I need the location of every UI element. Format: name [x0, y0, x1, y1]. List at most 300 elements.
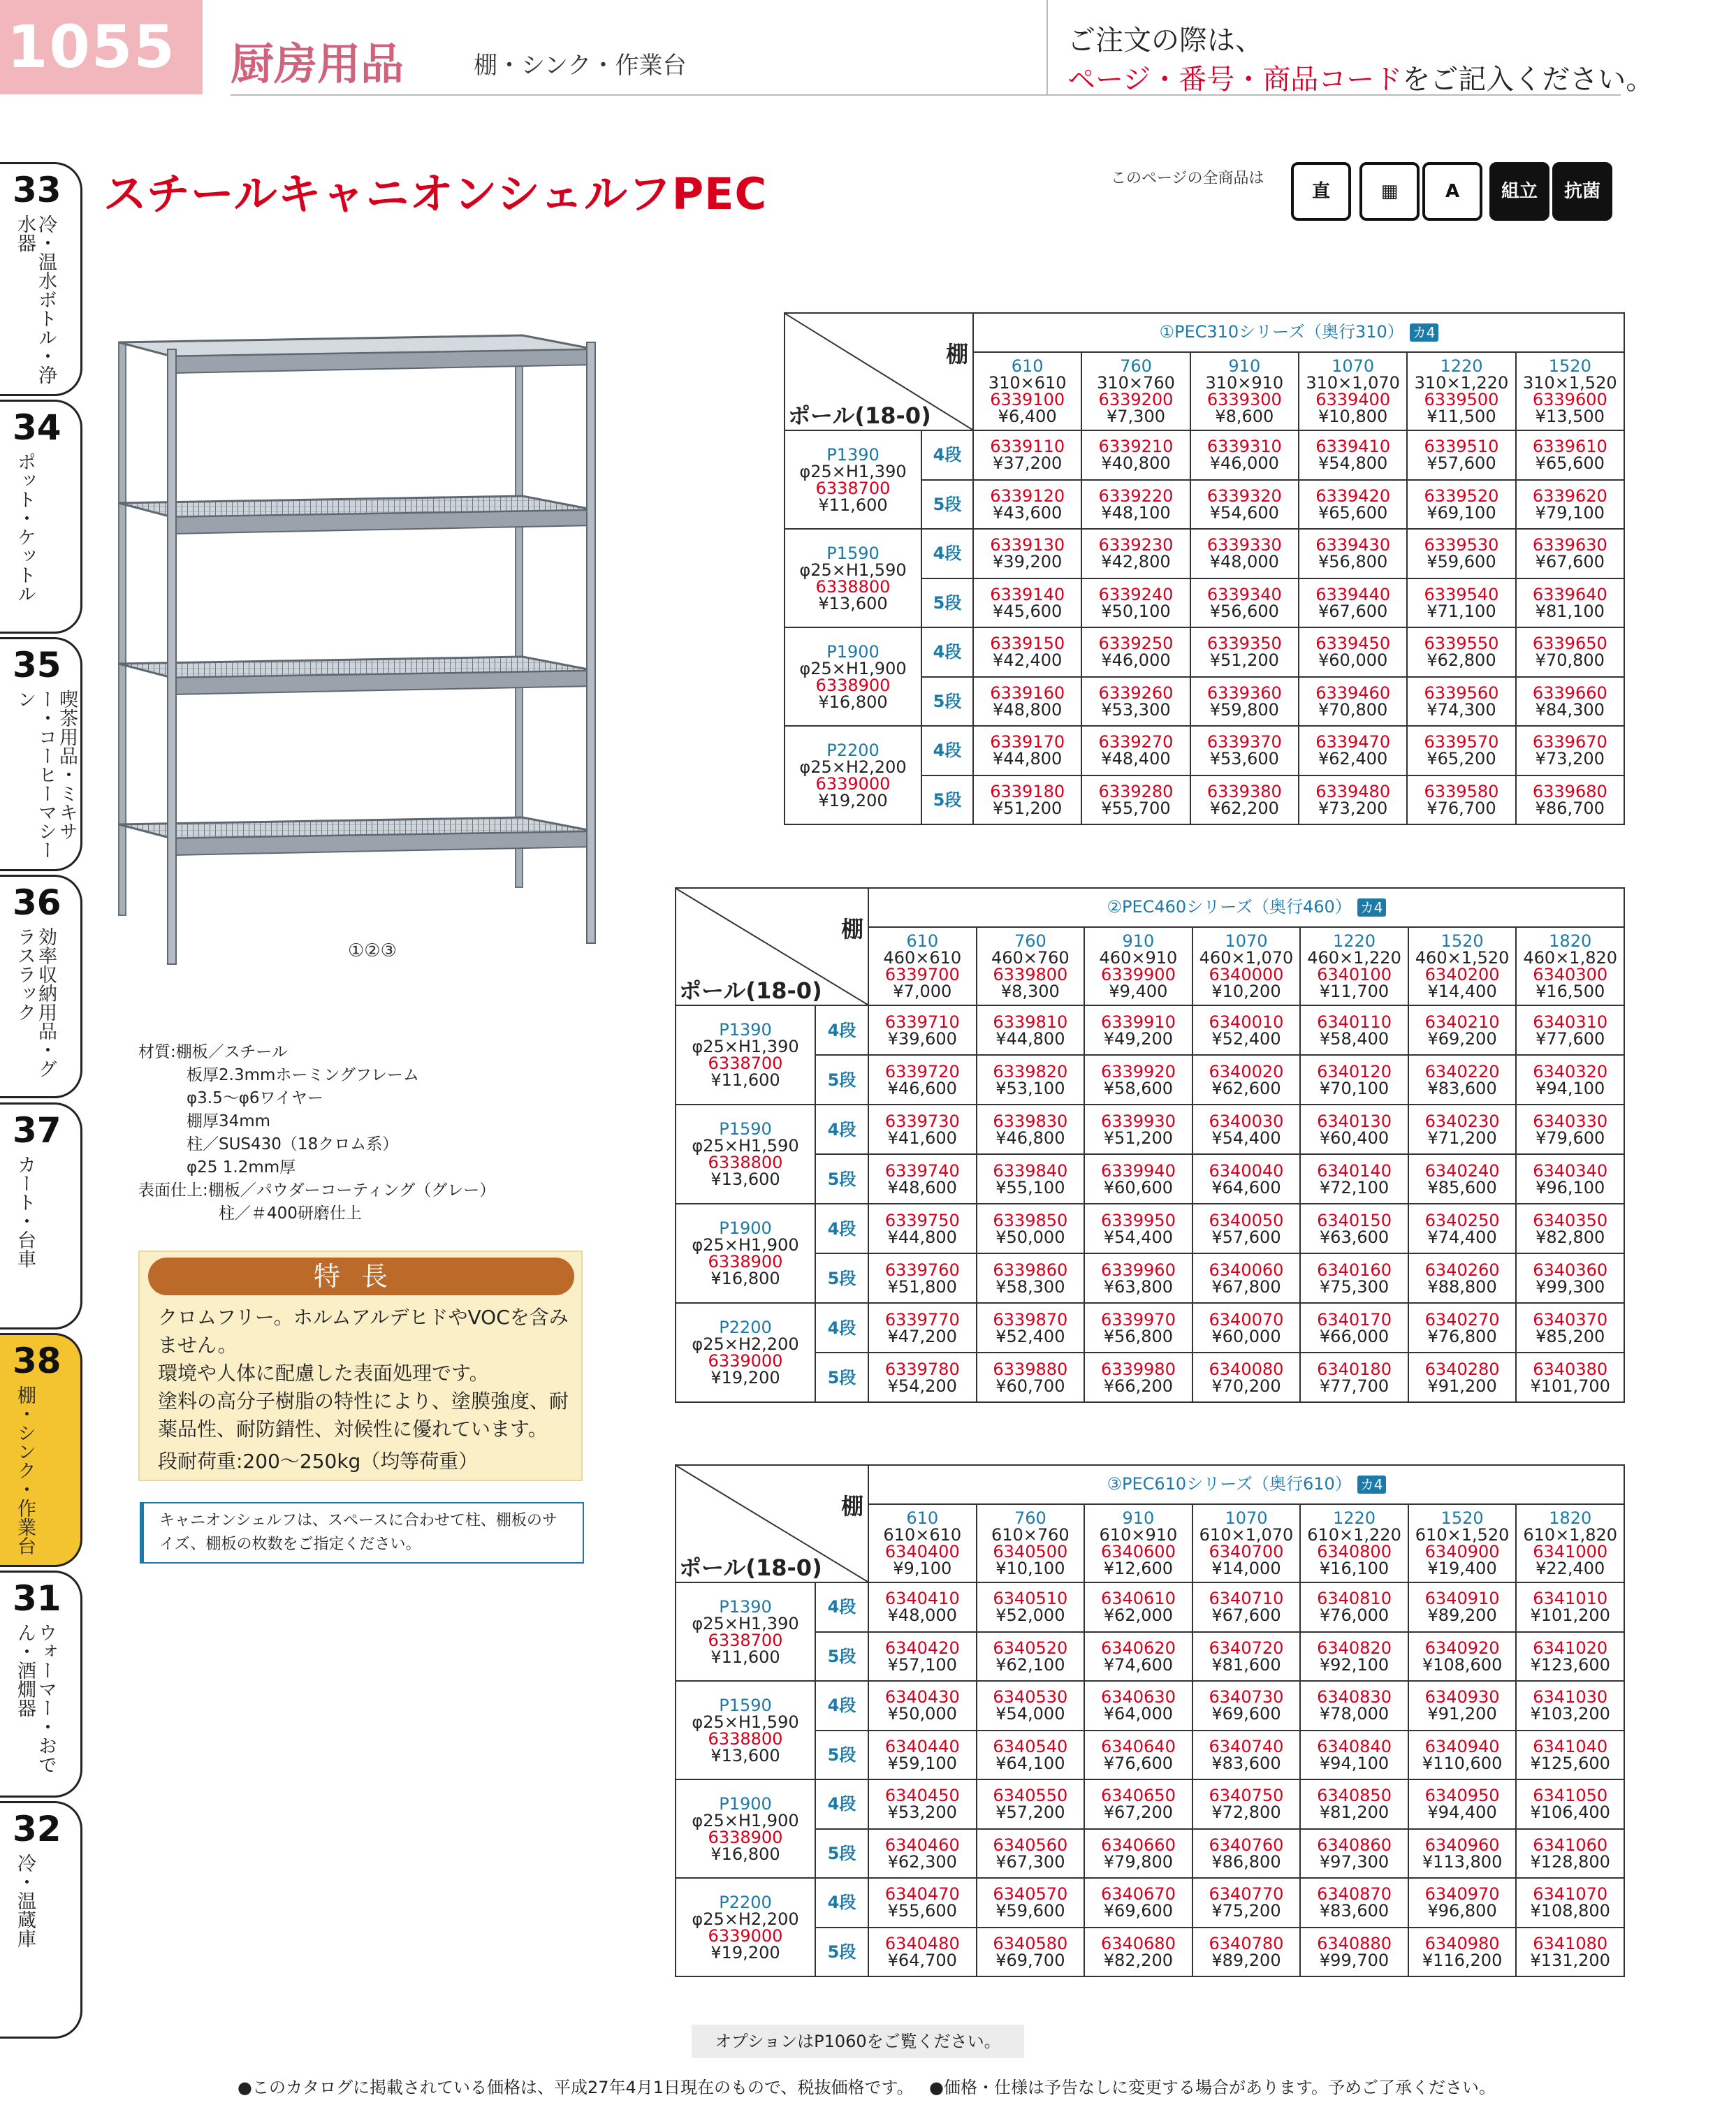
pole-name: P1900	[719, 1218, 772, 1238]
order-notice-line2	[1067, 57, 1654, 97]
set-price-cell	[1516, 480, 1624, 530]
stage-count: 5段	[921, 578, 973, 628]
pole-price: ¥11,600	[710, 1070, 780, 1090]
board-size: 460×760	[991, 948, 1070, 968]
set-price-cell	[1192, 1055, 1301, 1105]
set-code: 6340420	[884, 1638, 960, 1658]
set-price: ¥76,000	[1319, 1605, 1389, 1626]
set-code: 6339830	[993, 1111, 1068, 1131]
pole-price: ¥19,200	[710, 1368, 780, 1387]
set-code: 6340920	[1424, 1638, 1500, 1658]
set-price: ¥58,600	[1103, 1078, 1174, 1098]
set-price-cell	[977, 1005, 1085, 1055]
set-price: ¥94,100	[1536, 1078, 1605, 1098]
side-tab-34[interactable]	[0, 400, 82, 634]
set-price-cell	[868, 1829, 977, 1879]
set-price-cell	[1081, 529, 1190, 578]
set-code: 6340410	[884, 1589, 960, 1609]
set-code: 6339350	[1206, 634, 1282, 654]
pole-size: φ25×H1,390	[799, 461, 907, 481]
stage-count: 4段	[815, 1779, 868, 1829]
side-tab-38[interactable]	[0, 1333, 82, 1567]
set-code: 6339130	[990, 535, 1065, 555]
series-title-text: ①PEC310シリーズ（奥行310）	[1159, 322, 1404, 342]
pole-name: P1590	[826, 543, 880, 563]
set-code: 6339680	[1532, 781, 1607, 801]
stage-count: 5段	[815, 1829, 868, 1879]
pole-name: P2200	[719, 1892, 772, 1912]
set-price-cell	[868, 1353, 977, 1402]
set-code: 6340280	[1424, 1359, 1500, 1379]
delivery-truck-icon: A	[1422, 162, 1482, 221]
stage-count: 4段	[921, 430, 973, 480]
set-price: ¥50,000	[887, 1704, 957, 1724]
material-spec	[138, 1041, 495, 1225]
set-price-cell	[973, 627, 1081, 677]
set-price: ¥96,800	[1427, 1901, 1497, 1921]
set-code: 6339520	[1424, 486, 1499, 506]
set-code: 6339360	[1206, 683, 1282, 703]
set-price: ¥69,600	[1103, 1901, 1174, 1921]
set-code: 6339240	[1098, 584, 1174, 604]
set-code: 6340610	[1100, 1589, 1176, 1609]
board-code: 6340100	[1317, 965, 1392, 984]
board-code: 6339500	[1424, 390, 1499, 409]
set-price-cell	[977, 1779, 1085, 1829]
feature-line: クロムフリー。ホルムアルデヒドやVOCを含みません。	[158, 1306, 569, 1357]
set-code: 6340070	[1209, 1309, 1284, 1330]
set-price: ¥75,300	[1319, 1276, 1389, 1297]
set-price: ¥67,600	[1535, 552, 1605, 572]
set-code: 6340630	[1100, 1687, 1176, 1707]
shelf-board-cell	[1192, 927, 1301, 1005]
page-number: 1055	[7, 13, 176, 81]
set-price-cell	[1084, 1928, 1192, 1977]
set-price-cell	[1190, 529, 1299, 578]
set-code: 6340060	[1209, 1260, 1284, 1280]
set-price: ¥54,200	[887, 1376, 957, 1396]
board-code: 6340500	[993, 1542, 1068, 1561]
width-label: 760	[1120, 356, 1152, 376]
set-price-cell	[1407, 430, 1515, 480]
width-label: 1520	[1440, 931, 1484, 951]
pole-cell	[676, 1681, 815, 1779]
set-price-cell	[1516, 1681, 1624, 1731]
set-price-cell	[1300, 1055, 1408, 1105]
set-code: 6339820	[993, 1061, 1068, 1081]
set-code: 6340370	[1533, 1309, 1608, 1330]
direct-delivery-icon: 直	[1291, 162, 1351, 221]
set-code: 6339410	[1315, 437, 1391, 457]
set-price: ¥40,800	[1101, 453, 1171, 474]
set-price-cell	[1516, 1303, 1624, 1353]
set-price-cell	[973, 775, 1081, 825]
set-code: 6339510	[1424, 437, 1499, 457]
set-price: ¥92,100	[1319, 1654, 1389, 1675]
set-price: ¥51,200	[1209, 650, 1279, 671]
stage-count: 5段	[815, 1632, 868, 1682]
set-price-cell	[1408, 1055, 1517, 1105]
set-price: ¥67,200	[1103, 1802, 1174, 1823]
stage-count: 5段	[815, 1353, 868, 1402]
set-code: 6339670	[1532, 732, 1607, 752]
board-size: 310×1,220	[1414, 373, 1509, 393]
set-price: ¥65,600	[1535, 453, 1605, 474]
set-price: ¥54,400	[1103, 1227, 1174, 1247]
board-code: 6340900	[1424, 1542, 1500, 1561]
pole-cell	[676, 1878, 815, 1976]
set-price: ¥54,600	[1209, 502, 1279, 523]
set-price: ¥94,400	[1427, 1802, 1497, 1823]
calculator-icon: ▦	[1359, 162, 1420, 221]
set-price: ¥48,600	[887, 1177, 957, 1197]
board-size: 460×1,520	[1415, 948, 1510, 968]
set-code: 6339340	[1206, 584, 1282, 604]
pole-name: P1590	[719, 1119, 772, 1139]
set-code: 6340780	[1209, 1933, 1284, 1953]
board-size: 610×760	[991, 1525, 1070, 1545]
canyon-shelf-note: キャニオンシェルフは、スペースに合わせて柱、棚板のサイズ、棚板の枚数をご指定ください。	[140, 1502, 584, 1564]
set-price: ¥59,600	[1427, 552, 1496, 572]
set-price: ¥53,300	[1101, 699, 1171, 720]
set-code: 6339480	[1315, 781, 1391, 801]
pole-code: 6338800	[815, 576, 891, 597]
board-price: ¥10,200	[1211, 982, 1281, 1001]
set-code: 6340860	[1317, 1835, 1392, 1855]
set-price: ¥63,600	[1319, 1227, 1389, 1247]
set-code: 6340240	[1424, 1160, 1500, 1181]
set-price-cell	[1299, 775, 1407, 825]
set-price: ¥94,100	[1319, 1753, 1389, 1773]
set-price-cell	[973, 726, 1081, 775]
set-price: ¥48,400	[1101, 749, 1171, 769]
set-price: ¥79,800	[1103, 1851, 1174, 1872]
pole-price: ¥16,800	[710, 1269, 780, 1288]
width-label: 610	[1011, 356, 1044, 376]
header-vertical-divider	[1046, 0, 1048, 96]
pole-size: φ25×H2,200	[692, 1909, 799, 1929]
set-price-cell	[1516, 1779, 1624, 1829]
set-price: ¥53,100	[995, 1078, 1065, 1098]
set-code: 6340550	[993, 1786, 1068, 1806]
set-price: ¥46,600	[887, 1078, 957, 1098]
set-price: ¥76,600	[1103, 1753, 1174, 1773]
set-code: 6340970	[1424, 1884, 1500, 1904]
set-price-cell	[1192, 1878, 1301, 1928]
set-code: 6339460	[1315, 683, 1391, 703]
set-price-cell	[1300, 1829, 1408, 1879]
set-price-cell	[977, 1204, 1085, 1253]
set-price: ¥123,600	[1530, 1654, 1610, 1675]
product-title: スチールキャニオンシェルフPEC	[103, 168, 768, 219]
set-code: 6340720	[1209, 1638, 1284, 1658]
board-price: ¥8,300	[1000, 982, 1060, 1001]
set-price: ¥62,600	[1211, 1078, 1281, 1098]
pole-size: φ25×H1,590	[692, 1136, 799, 1156]
set-price-cell	[868, 1105, 977, 1154]
set-price: ¥96,100	[1536, 1177, 1605, 1197]
set-code: 6340230	[1424, 1111, 1500, 1131]
set-price: ¥47,200	[887, 1326, 957, 1346]
set-price-cell	[977, 1253, 1085, 1303]
set-price-cell	[1516, 1154, 1624, 1204]
pole-size: φ25×H1,900	[692, 1235, 799, 1255]
set-price-cell	[1084, 1779, 1192, 1829]
all-items-note: このページの全商品は	[1111, 170, 1264, 187]
board-price: ¥8,600	[1215, 407, 1274, 426]
set-price: ¥58,300	[995, 1276, 1065, 1297]
side-tab-36[interactable]	[0, 875, 82, 1098]
kaq-badge: カ4	[1357, 898, 1386, 917]
set-code: 6340770	[1209, 1884, 1284, 1904]
set-price: ¥74,600	[1103, 1654, 1174, 1675]
pole-label: ポール(18-0)	[679, 977, 822, 1004]
set-price-cell	[1407, 677, 1515, 727]
set-code: 6339540	[1424, 584, 1499, 604]
set-code: 6339610	[1532, 437, 1607, 457]
set-price: ¥72,800	[1211, 1802, 1281, 1823]
set-code: 6339620	[1532, 486, 1607, 506]
board-code: 6340400	[884, 1542, 960, 1561]
footer-spec-note: ●価格・仕様は予告なしに変更する場合があります。予めご了承ください。	[929, 2078, 1496, 2097]
set-code: 6339570	[1424, 732, 1499, 752]
set-price: ¥99,700	[1319, 1950, 1389, 1970]
set-price-cell	[1516, 1582, 1624, 1632]
set-price: ¥46,000	[1101, 650, 1171, 671]
set-price: ¥54,400	[1211, 1128, 1281, 1148]
pole-code: 6338700	[815, 478, 891, 498]
set-code: 6340020	[1209, 1061, 1284, 1081]
set-code: 6339810	[993, 1012, 1068, 1032]
width-label: 1220	[1440, 356, 1483, 376]
board-size: 310×910	[1205, 373, 1284, 393]
set-price-cell	[868, 1681, 977, 1731]
set-code: 6340660	[1100, 1835, 1176, 1855]
width-label: 1220	[1332, 1508, 1376, 1528]
set-price-cell	[1192, 1353, 1301, 1402]
set-price: ¥55,600	[887, 1901, 957, 1921]
set-code: 6340670	[1100, 1884, 1176, 1904]
side-tab-33[interactable]	[0, 162, 82, 396]
set-price: ¥64,000	[1103, 1704, 1174, 1724]
set-code: 6339560	[1424, 683, 1499, 703]
set-price: ¥67,600	[1211, 1605, 1281, 1626]
material-line: 表面仕上:棚板／パウダーコーティング（グレー）	[138, 1181, 496, 1200]
set-code: 6340010	[1209, 1012, 1284, 1032]
set-price-cell	[1407, 775, 1515, 825]
board-price: ¥14,000	[1211, 1559, 1281, 1578]
set-code: 6340650	[1100, 1786, 1176, 1806]
set-price: ¥76,700	[1427, 798, 1496, 818]
side-tab-35[interactable]	[0, 637, 82, 871]
set-price: ¥70,100	[1319, 1078, 1389, 1098]
board-price: ¥22,400	[1536, 1559, 1605, 1578]
set-price-cell	[868, 1582, 977, 1632]
width-label: 910	[1122, 931, 1155, 951]
side-tab-32[interactable]	[0, 1801, 82, 2039]
board-code: 6340700	[1209, 1542, 1284, 1561]
set-price: ¥83,600	[1319, 1901, 1389, 1921]
board-price: ¥10,100	[995, 1559, 1065, 1578]
set-price: ¥79,600	[1536, 1128, 1605, 1148]
width-label: 1070	[1332, 356, 1375, 376]
image-series-ref: ①②③	[348, 940, 397, 961]
order-notice-highlight: ページ・番号・商品コード	[1067, 64, 1403, 96]
set-code: 6339850	[993, 1210, 1068, 1230]
set-code: 6339660	[1532, 683, 1607, 703]
set-price: ¥74,400	[1427, 1227, 1497, 1247]
set-price: ¥79,100	[1535, 502, 1605, 523]
set-price-cell	[1408, 1582, 1517, 1632]
set-price-cell	[973, 578, 1081, 628]
set-price-cell	[1299, 726, 1407, 775]
set-price: ¥75,200	[1211, 1901, 1281, 1921]
set-price-cell	[1407, 529, 1515, 578]
set-code: 6341020	[1533, 1638, 1608, 1658]
pole-price: ¥13,600	[710, 1170, 780, 1189]
set-code: 6340270	[1424, 1309, 1500, 1330]
set-code: 6339380	[1206, 781, 1282, 801]
set-price: ¥43,600	[993, 502, 1063, 523]
set-price-cell	[868, 1928, 977, 1977]
set-price: ¥76,800	[1427, 1326, 1497, 1346]
set-price-cell	[1300, 1353, 1408, 1402]
pole-cell	[785, 430, 921, 529]
stage-count: 4段	[815, 1005, 868, 1055]
board-size: 310×1,070	[1306, 373, 1400, 393]
set-code: 6340330	[1533, 1111, 1608, 1131]
board-price: ¥11,500	[1427, 407, 1496, 426]
set-price-cell	[1084, 1632, 1192, 1682]
side-tab-31[interactable]	[0, 1571, 82, 1798]
set-price-cell	[1516, 578, 1624, 628]
set-price-cell	[1407, 480, 1515, 530]
set-price: ¥51,800	[887, 1276, 957, 1297]
shelf-board-cell	[977, 1504, 1085, 1582]
set-price-cell	[868, 1253, 977, 1303]
set-price-cell	[1081, 775, 1190, 825]
set-code: 6340310	[1533, 1012, 1608, 1032]
pole-cell	[785, 627, 921, 726]
set-price-cell	[1408, 1303, 1517, 1353]
pole-price: ¥13,600	[710, 1745, 780, 1765]
set-code: 6339530	[1424, 535, 1499, 555]
board-code: 6339300	[1206, 390, 1282, 409]
set-code: 6339310	[1206, 437, 1282, 457]
board-size: 460×1,820	[1523, 948, 1618, 968]
set-code: 6339720	[884, 1061, 960, 1081]
set-price: ¥116,200	[1422, 1950, 1503, 1970]
side-tab-number: 35	[13, 645, 61, 685]
set-price: ¥82,200	[1103, 1950, 1174, 1970]
set-price: ¥70,200	[1211, 1376, 1281, 1396]
set-code: 6340620	[1100, 1638, 1176, 1658]
set-price: ¥106,400	[1530, 1802, 1610, 1823]
board-size: 610×1,070	[1199, 1525, 1294, 1545]
set-price: ¥52,000	[995, 1605, 1065, 1626]
side-tab-37[interactable]	[0, 1102, 82, 1330]
set-price: ¥49,200	[1103, 1028, 1174, 1049]
board-code: 6339600	[1532, 390, 1607, 409]
set-price: ¥86,800	[1211, 1851, 1281, 1872]
set-price-cell	[1407, 578, 1515, 628]
set-code: 6340150	[1317, 1210, 1392, 1230]
set-price-cell	[1516, 1055, 1624, 1105]
set-code: 6340820	[1317, 1638, 1392, 1658]
set-price: ¥69,700	[995, 1950, 1065, 1970]
set-price: ¥85,600	[1427, 1177, 1497, 1197]
shelf-board-cell	[1299, 352, 1407, 430]
set-price-cell	[1408, 1005, 1517, 1055]
set-price-cell	[1408, 1154, 1517, 1204]
set-code: 6340130	[1317, 1111, 1392, 1131]
order-notice-line1: ご注文の際は、	[1067, 24, 1263, 57]
shelf-board-cell	[1516, 352, 1624, 430]
set-price-cell	[1516, 1005, 1624, 1055]
set-price-cell	[1084, 1204, 1192, 1253]
pole-size: φ25×H2,200	[799, 757, 907, 777]
set-code: 6339970	[1100, 1309, 1176, 1330]
set-code: 6339170	[990, 732, 1065, 752]
pole-name: P1590	[719, 1695, 772, 1715]
set-price-cell	[1084, 1154, 1192, 1204]
pole-price: ¥13,600	[818, 593, 888, 613]
set-code: 6339950	[1100, 1210, 1176, 1230]
width-label: 760	[1014, 931, 1046, 951]
set-price: ¥53,200	[887, 1802, 957, 1823]
set-price: ¥103,200	[1530, 1704, 1610, 1724]
set-price: ¥59,100	[887, 1753, 957, 1773]
set-code: 6340460	[884, 1835, 960, 1855]
set-price: ¥46,000	[1209, 453, 1279, 474]
set-code: 6340980	[1424, 1933, 1500, 1953]
set-code: 6341030	[1533, 1687, 1608, 1707]
set-price-cell	[1192, 1105, 1301, 1154]
width-label: 1820	[1549, 1508, 1592, 1528]
set-code: 6339260	[1098, 683, 1174, 703]
board-price: ¥9,100	[893, 1559, 952, 1578]
set-price: ¥60,000	[1318, 650, 1388, 671]
set-price-cell	[1408, 1779, 1517, 1829]
set-price-cell	[1300, 1928, 1408, 1977]
set-price: ¥62,100	[995, 1654, 1065, 1675]
pole-name: P1900	[719, 1793, 772, 1814]
side-tab-label: 棚・シンク・作業台	[14, 1385, 36, 1555]
set-price: ¥64,600	[1211, 1177, 1281, 1197]
set-price-cell	[1299, 480, 1407, 530]
set-price-cell	[1300, 1005, 1408, 1055]
set-code: 6340110	[1317, 1012, 1392, 1032]
set-code: 6339880	[993, 1359, 1068, 1379]
pole-name: P1390	[719, 1020, 772, 1040]
set-price: ¥56,800	[1318, 552, 1388, 572]
side-tab-label: ポット・ケットル	[14, 452, 36, 603]
set-price: ¥72,100	[1319, 1177, 1389, 1197]
set-code: 6340940	[1424, 1736, 1500, 1756]
pole-size: φ25×H2,200	[692, 1334, 799, 1354]
stage-count: 4段	[815, 1303, 868, 1353]
set-code: 6339730	[884, 1111, 960, 1131]
pole-size: φ25×H1,390	[692, 1613, 799, 1633]
set-code: 6340030	[1209, 1111, 1284, 1131]
set-code: 6340960	[1424, 1835, 1500, 1855]
set-price: ¥99,300	[1536, 1276, 1605, 1297]
pole-code: 6338900	[815, 675, 891, 695]
set-price-cell	[977, 1928, 1085, 1977]
shelf-board-cell	[1192, 1504, 1301, 1582]
set-code: 6339470	[1315, 732, 1391, 752]
side-tab-label: ウォーマー・おでん・酒燗器	[14, 1623, 57, 1774]
